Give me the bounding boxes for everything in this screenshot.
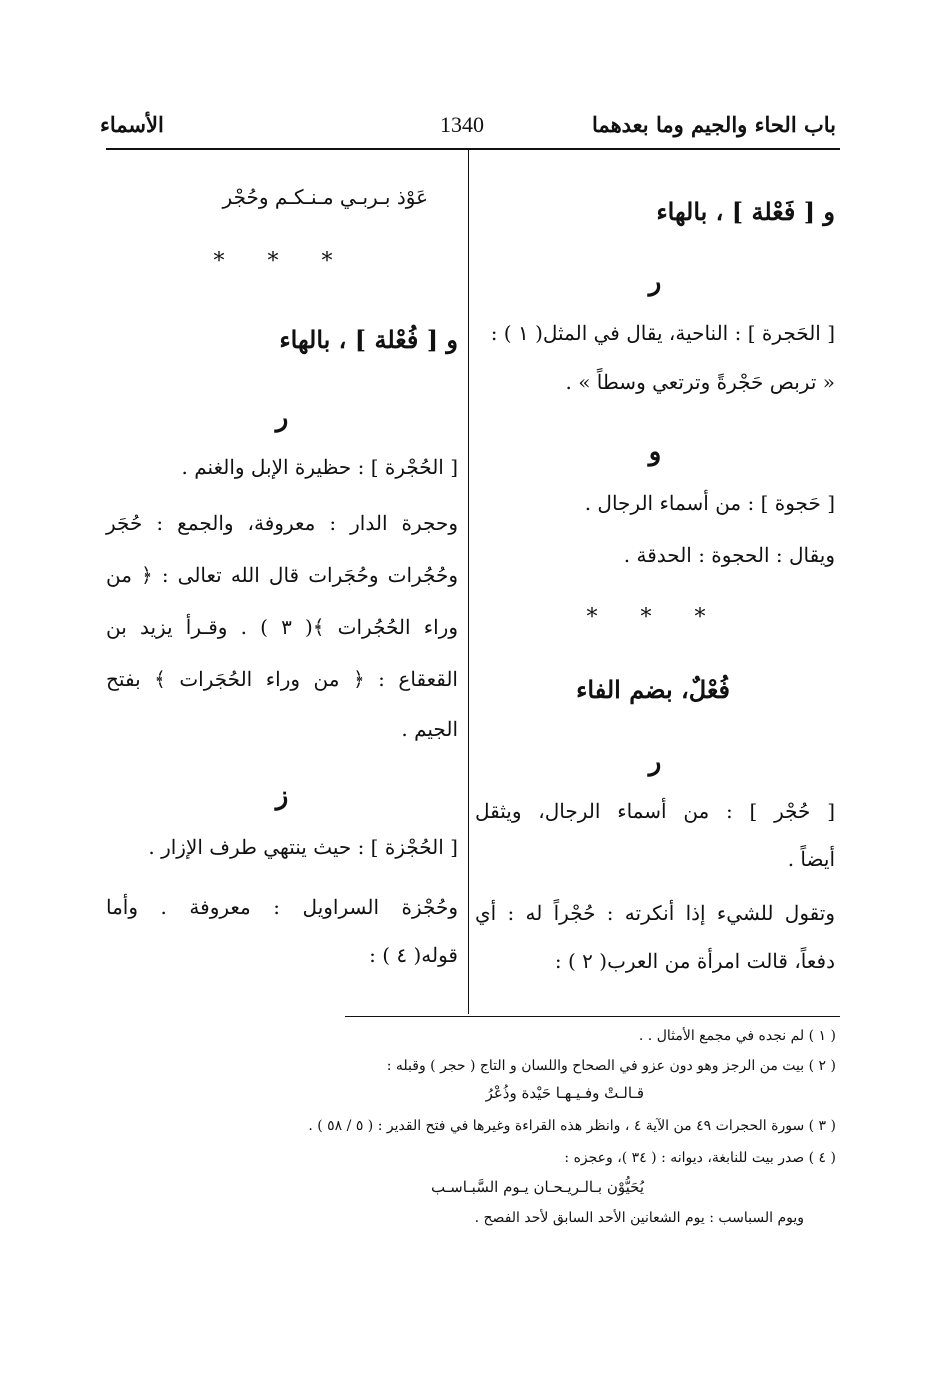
entry-text: وحُجْزة السراويل : معروفة . وأما [106,895,458,919]
entry-text: وحُجُرات وحُجَرات قال الله تعالى : ﴿ من [106,563,458,587]
entry-text: وتقول للشيء إذا أنكرته : حُجْراً له : أي [475,901,835,925]
root-letter: ر [275,403,289,433]
footnote: ( ٣ ) سورة الحجرات ٤٩ من الآية ٤ ، وانظر هذه القراءة وغيرها في فتح القدير : ( ٥ / ٥٨ ) . [308,1118,836,1134]
column-separator [468,150,469,1014]
entry-text: قوله( ٤ ) : [369,943,458,967]
entry-text: أيضاً . [787,847,835,871]
entry-text: وحجرة الدار : معروفة، والجمع : حُجَر [106,511,458,535]
entry-text: [ حُجْر ] : من أسماء الرجال، ويثقل [475,799,835,823]
root-letter: و [648,437,662,467]
header-rule [106,148,840,150]
root-letter: ز [275,781,289,811]
entry-text: دفعاً، قالت امرأة من العرب( ٢ ) : [554,949,835,973]
root-letter: ر [648,747,662,777]
footnote: ( ١ ) لم نجده في مجمع الأمثال . . [638,1028,836,1044]
entry-text: [ الحُجْرة ] : حظيرة الإبل والغنم . [181,455,458,479]
entry-text: [ الحَجرة ] : الناحية، يقال في المثل( ١ ) : [490,321,835,345]
footnote: ويوم السباسب : يوم الشعانين الأحد السابق لأحد الفصح . [474,1210,804,1226]
section-heading: فُعْلٌ، بضم الفاء [576,675,730,704]
page-number: 1340 [440,112,484,137]
section-heading: و [ فَعْلة ] ، بالهاء [656,197,835,226]
entry-text: [ حَجوة ] : من أسماء الرجال . [584,491,835,515]
entry-text: القعقاع : ﴿ من وراء الحُجَرات ﴾ بفتح [106,667,458,691]
entry-text: ويقال : الحجوة : الحدقة . [623,543,835,567]
entry-text: [ الحُجْزة ] : حيث ينتهي طرف الإزار . [148,835,458,859]
root-letter: ر [648,267,662,297]
section-heading: و [ فُعْلة ] ، بالهاء [279,325,458,354]
entry-text: وراء الحُجُرات ﴾( ٣ ) . وقـرأ يزيد بن [106,615,458,639]
running-head-chapter: باب الحاء والجيم وما بعدهما [592,112,836,137]
footnote: ( ٢ ) بيت من الرجز وهو دون عزو في الصحاح واللسان و التاج ( حجر ) وقبله : [386,1058,836,1074]
section-divider-stars: * * * [586,605,724,630]
section-divider-stars: * * * [213,249,351,274]
footnote-rule [345,1016,840,1017]
footnote: ( ٤ ) صدر بيت للنابغة، ديوانه : ( ٣٤ )، وعجزه : [564,1150,836,1166]
entry-text: « تربص حَجْرةً وترتعي وسطاً » . [565,370,835,394]
verse-line: عَوْذ بـربـي مـنـكـم وحُجْر [222,185,428,209]
footnote-verse: يُحَيُّوْن بـالـريـحـان يـوم السَّبـاسـب [431,1178,644,1196]
entry-text: الجيم . [401,717,458,741]
running-head-section: الأسماء [100,112,164,137]
footnote-verse: قـالـتْ وفـيـهـا حَيْدة وذُعْرُ [485,1084,644,1102]
